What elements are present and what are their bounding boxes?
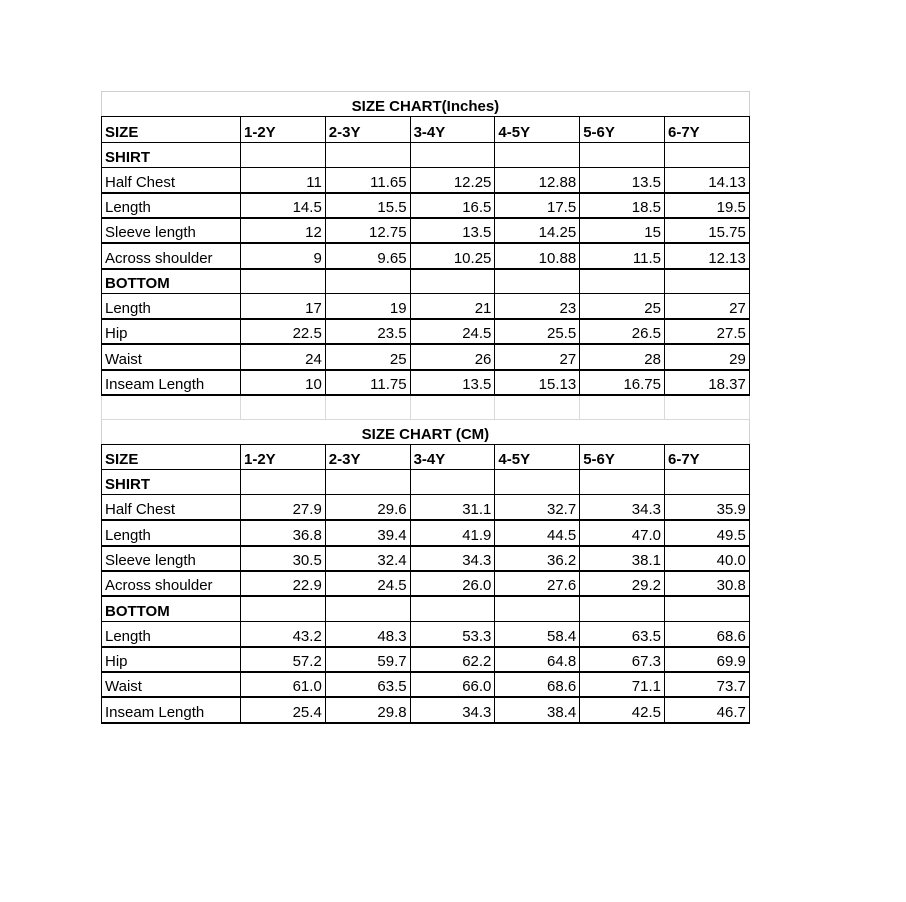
empty-cell [241, 395, 326, 419]
size-header-5-6Y: 5-6Y [580, 444, 665, 469]
measurement-label: Waist [102, 344, 241, 369]
empty-cell [325, 269, 410, 294]
measurement-value: 17 [241, 294, 326, 319]
measurement-label: Inseam Length [102, 370, 241, 395]
measurement-value: 13.5 [410, 218, 495, 243]
empty-cell [495, 596, 580, 621]
measurement-value: 26 [410, 344, 495, 369]
measurement-label: Hip [102, 319, 241, 344]
measurement-label: Across shoulder [102, 571, 241, 596]
measurement-label: Length [102, 520, 241, 545]
measurement-value: 27.5 [664, 319, 749, 344]
empty-cell [241, 142, 326, 167]
measurement-value: 9 [241, 243, 326, 268]
measurement-value: 29.6 [325, 495, 410, 520]
measurement-value: 34.3 [410, 546, 495, 571]
measurement-value: 71.1 [580, 672, 665, 697]
empty-cell [495, 395, 580, 419]
measurement-value: 17.5 [495, 193, 580, 218]
measurement-value: 32.4 [325, 546, 410, 571]
measurement-value: 11.75 [325, 370, 410, 395]
measurement-value: 14.13 [664, 167, 749, 192]
measurement-value: 27.6 [495, 571, 580, 596]
table-row [102, 621, 750, 646]
table-row [102, 294, 750, 319]
measurement-value: 26.5 [580, 319, 665, 344]
measurement-value: 39.4 [325, 520, 410, 545]
empty-cell [325, 142, 410, 167]
table-row [102, 571, 750, 596]
measurement-label: Half Chest [102, 495, 241, 520]
cm-shirt-section-label: SHIRT [102, 470, 241, 495]
measurement-value: 31.1 [410, 495, 495, 520]
measurement-label: Length [102, 621, 241, 646]
measurement-value: 11.5 [580, 243, 665, 268]
measurement-value: 58.4 [495, 621, 580, 646]
measurement-value: 36.8 [241, 520, 326, 545]
measurement-value: 29.8 [325, 697, 410, 722]
empty-cell [410, 269, 495, 294]
measurement-label: Waist [102, 672, 241, 697]
size-header-label: SIZE [102, 444, 241, 469]
measurement-value: 14.25 [495, 218, 580, 243]
size-header-4-5Y: 4-5Y [495, 444, 580, 469]
measurement-value: 34.3 [410, 697, 495, 722]
measurement-value: 62.2 [410, 647, 495, 672]
measurement-value: 25.4 [241, 697, 326, 722]
cm-header-row [102, 444, 750, 469]
measurement-label: Half Chest [102, 167, 241, 192]
measurement-value: 53.3 [410, 621, 495, 646]
measurement-value: 43.2 [241, 621, 326, 646]
measurement-value: 42.5 [580, 697, 665, 722]
size-header-2-3Y: 2-3Y [325, 117, 410, 142]
table-row [102, 344, 750, 369]
measurement-value: 24.5 [325, 571, 410, 596]
measurement-value: 18.37 [664, 370, 749, 395]
table-row [102, 546, 750, 571]
measurement-value: 16.75 [580, 370, 665, 395]
size-header-6-7Y: 6-7Y [664, 444, 749, 469]
table-row [102, 370, 750, 395]
size-header-label: SIZE [102, 117, 241, 142]
inches-title: SIZE CHART(Inches) [102, 92, 750, 117]
measurement-label: Length [102, 294, 241, 319]
measurement-value: 12 [241, 218, 326, 243]
empty-cell [664, 269, 749, 294]
table-row [102, 193, 750, 218]
measurement-value: 23.5 [325, 319, 410, 344]
measurement-value: 25 [580, 294, 665, 319]
empty-cell [495, 142, 580, 167]
table-row [102, 647, 750, 672]
table-row [102, 495, 750, 520]
measurement-value: 29.2 [580, 571, 665, 596]
measurement-value: 59.7 [325, 647, 410, 672]
empty-cell [580, 470, 665, 495]
cm-bottom-section-row [102, 596, 750, 621]
inches-bottom-section-label: BOTTOM [102, 269, 241, 294]
table-row [102, 697, 750, 722]
measurement-label: Length [102, 193, 241, 218]
empty-cell [410, 596, 495, 621]
measurement-label: Across shoulder [102, 243, 241, 268]
empty-cell [325, 470, 410, 495]
size-header-5-6Y: 5-6Y [580, 117, 665, 142]
measurement-value: 11.65 [325, 167, 410, 192]
empty-cell [241, 596, 326, 621]
measurement-value: 15.5 [325, 193, 410, 218]
measurement-value: 21 [410, 294, 495, 319]
empty-cell [580, 269, 665, 294]
cm-bottom-section-label: BOTTOM [102, 596, 241, 621]
inches-header-row [102, 117, 750, 142]
size-header-3-4Y: 3-4Y [410, 117, 495, 142]
measurement-value: 66.0 [410, 672, 495, 697]
empty-cell [664, 142, 749, 167]
measurement-value: 15.13 [495, 370, 580, 395]
size-chart-table [101, 91, 750, 724]
measurement-value: 30.8 [664, 571, 749, 596]
measurement-value: 63.5 [325, 672, 410, 697]
cm-title-row [102, 419, 750, 444]
measurement-value: 24.5 [410, 319, 495, 344]
measurement-value: 44.5 [495, 520, 580, 545]
table-row [102, 218, 750, 243]
measurement-value: 25.5 [495, 319, 580, 344]
measurement-value: 15.75 [664, 218, 749, 243]
measurement-value: 12.25 [410, 167, 495, 192]
empty-cell [495, 470, 580, 495]
measurement-value: 47.0 [580, 520, 665, 545]
empty-cell [664, 470, 749, 495]
table-row [102, 167, 750, 192]
measurement-value: 41.9 [410, 520, 495, 545]
measurement-value: 12.88 [495, 167, 580, 192]
table-row [102, 319, 750, 344]
measurement-value: 12.75 [325, 218, 410, 243]
measurement-value: 15 [580, 218, 665, 243]
measurement-value: 10 [241, 370, 326, 395]
measurement-value: 32.7 [495, 495, 580, 520]
measurement-value: 12.13 [664, 243, 749, 268]
measurement-value: 73.7 [664, 672, 749, 697]
measurement-value: 10.25 [410, 243, 495, 268]
measurement-value: 14.5 [241, 193, 326, 218]
measurement-value: 38.4 [495, 697, 580, 722]
measurement-value: 10.88 [495, 243, 580, 268]
empty-cell [580, 142, 665, 167]
measurement-value: 28 [580, 344, 665, 369]
spacer-row [102, 395, 750, 419]
measurement-value: 19.5 [664, 193, 749, 218]
empty-cell [102, 395, 241, 419]
inches-title-row [102, 92, 750, 117]
empty-cell [241, 269, 326, 294]
measurement-value: 61.0 [241, 672, 326, 697]
empty-cell [580, 596, 665, 621]
measurement-label: Hip [102, 647, 241, 672]
measurement-value: 57.2 [241, 647, 326, 672]
size-header-4-5Y: 4-5Y [495, 117, 580, 142]
table-row [102, 243, 750, 268]
cm-shirt-section-row [102, 470, 750, 495]
size-header-3-4Y: 3-4Y [410, 444, 495, 469]
empty-cell [410, 142, 495, 167]
measurement-value: 38.1 [580, 546, 665, 571]
measurement-value: 69.9 [664, 647, 749, 672]
empty-cell [241, 470, 326, 495]
measurement-value: 25 [325, 344, 410, 369]
measurement-label: Sleeve length [102, 218, 241, 243]
empty-cell [410, 395, 495, 419]
table-row [102, 520, 750, 545]
measurement-value: 40.0 [664, 546, 749, 571]
measurement-value: 13.5 [580, 167, 665, 192]
size-header-6-7Y: 6-7Y [664, 117, 749, 142]
inches-shirt-section-row [102, 142, 750, 167]
measurement-value: 27 [495, 344, 580, 369]
size-header-2-3Y: 2-3Y [325, 444, 410, 469]
measurement-value: 29 [664, 344, 749, 369]
measurement-value: 22.5 [241, 319, 326, 344]
measurement-value: 35.9 [664, 495, 749, 520]
measurement-value: 30.5 [241, 546, 326, 571]
empty-cell [495, 269, 580, 294]
measurement-value: 64.8 [495, 647, 580, 672]
size-header-1-2Y: 1-2Y [241, 444, 326, 469]
measurement-value: 18.5 [580, 193, 665, 218]
measurement-value: 16.5 [410, 193, 495, 218]
measurement-value: 11 [241, 167, 326, 192]
measurement-value: 36.2 [495, 546, 580, 571]
empty-cell [325, 596, 410, 621]
measurement-value: 68.6 [495, 672, 580, 697]
measurement-value: 24 [241, 344, 326, 369]
measurement-value: 19 [325, 294, 410, 319]
measurement-label: Inseam Length [102, 697, 241, 722]
cm-title: SIZE CHART (CM) [102, 419, 750, 444]
measurement-value: 27 [664, 294, 749, 319]
empty-cell [664, 596, 749, 621]
empty-cell [325, 395, 410, 419]
inches-shirt-section-label: SHIRT [102, 142, 241, 167]
measurement-value: 63.5 [580, 621, 665, 646]
size-header-1-2Y: 1-2Y [241, 117, 326, 142]
measurement-value: 26.0 [410, 571, 495, 596]
empty-cell [580, 395, 665, 419]
measurement-value: 23 [495, 294, 580, 319]
measurement-value: 48.3 [325, 621, 410, 646]
measurement-value: 34.3 [580, 495, 665, 520]
measurement-value: 27.9 [241, 495, 326, 520]
measurement-value: 9.65 [325, 243, 410, 268]
inches-bottom-section-row [102, 269, 750, 294]
empty-cell [664, 395, 749, 419]
measurement-value: 49.5 [664, 520, 749, 545]
measurement-value: 67.3 [580, 647, 665, 672]
measurement-label: Sleeve length [102, 546, 241, 571]
measurement-value: 22.9 [241, 571, 326, 596]
measurement-value: 68.6 [664, 621, 749, 646]
table-row [102, 672, 750, 697]
measurement-value: 46.7 [664, 697, 749, 722]
size-chart-sheet [101, 91, 749, 724]
measurement-value: 13.5 [410, 370, 495, 395]
empty-cell [410, 470, 495, 495]
